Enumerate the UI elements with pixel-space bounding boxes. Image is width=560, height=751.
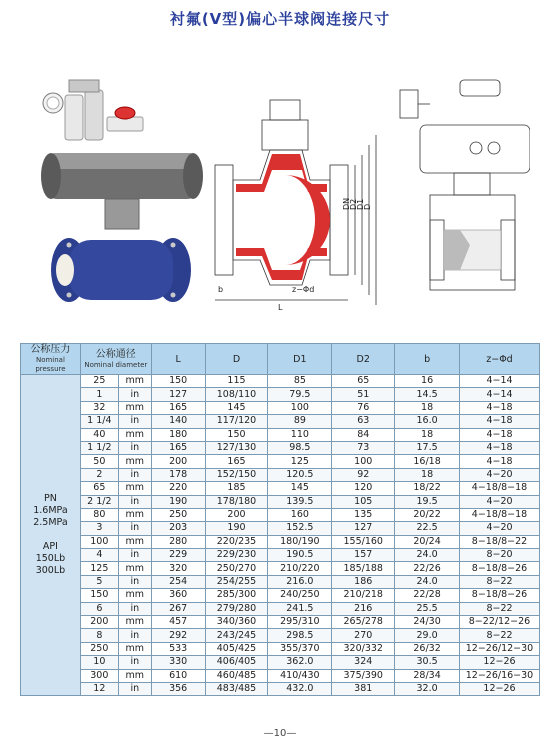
cell-d: 190 — [205, 522, 268, 535]
cell-size: 12 — [80, 682, 118, 695]
cell-d: 254/255 — [205, 575, 268, 588]
cell-l: 250 — [151, 508, 205, 521]
pressure-line: 1.6MPa — [33, 505, 68, 517]
cell-unit: in — [118, 495, 151, 508]
cell-b: 20/24 — [395, 535, 460, 548]
cell-d1: 125 — [268, 455, 332, 468]
cell-z: 12−26/16−30 — [459, 669, 539, 682]
cell-z: 4−20 — [459, 495, 539, 508]
cell-d1: 410/430 — [268, 669, 332, 682]
cell-unit: in — [118, 682, 151, 695]
cell-unit: mm — [118, 455, 151, 468]
cell-size: 65 — [80, 482, 118, 495]
cell-d: 405/425 — [205, 642, 268, 655]
cell-b: 28/34 — [395, 669, 460, 682]
cell-unit: mm — [118, 562, 151, 575]
valve-photo — [35, 55, 205, 325]
cell-l: 150 — [151, 375, 205, 388]
cell-size: 4 — [80, 549, 118, 562]
pressure-line: 300Lb — [35, 565, 66, 577]
cell-size: 50 — [80, 455, 118, 468]
table-row — [21, 482, 540, 495]
cell-d: 285/300 — [205, 589, 268, 602]
cell-b: 32.0 — [395, 682, 460, 695]
cell-d: 115 — [205, 375, 268, 388]
cell-z: 8−22 — [459, 575, 539, 588]
cell-unit: in — [118, 522, 151, 535]
cell-d: 152/150 — [205, 468, 268, 481]
label-l: L — [278, 303, 283, 310]
cell-size: 25 — [80, 375, 118, 388]
cell-unit: mm — [118, 642, 151, 655]
cell-size: 5 — [80, 575, 118, 588]
table-row — [21, 388, 540, 401]
label-d: D — [363, 203, 372, 210]
cell-z: 8−22 — [459, 629, 539, 642]
cell-l: 178 — [151, 468, 205, 481]
cell-z: 8−18/8−26 — [459, 562, 539, 575]
table-row — [21, 428, 540, 441]
cell-d2: 135 — [332, 508, 395, 521]
col-header-d: D — [205, 344, 268, 375]
page-title: 衬氟(V型)偏心半球阀连接尺寸 — [169, 10, 391, 28]
cell-z: 4−20 — [459, 468, 539, 481]
table-row — [21, 562, 540, 575]
cell-b: 18 — [395, 401, 460, 414]
cell-b: 17.5 — [395, 441, 460, 454]
table-row — [21, 468, 540, 481]
cell-d1: 210/220 — [268, 562, 332, 575]
cell-l: 267 — [151, 602, 205, 615]
cell-d2: 320/332 — [332, 642, 395, 655]
cell-size: 10 — [80, 656, 118, 669]
cell-b: 22.5 — [395, 522, 460, 535]
cell-d2: 324 — [332, 656, 395, 669]
cell-d1: 110 — [268, 428, 332, 441]
cell-d2: 76 — [332, 401, 395, 414]
cell-unit: mm — [118, 535, 151, 548]
cell-d2: 381 — [332, 682, 395, 695]
cell-d1: 190.5 — [268, 549, 332, 562]
cell-d2: 100 — [332, 455, 395, 468]
cell-d1: 98.5 — [268, 441, 332, 454]
cell-d1: 79.5 — [268, 388, 332, 401]
table-row — [21, 455, 540, 468]
cell-d1: 298.5 — [268, 629, 332, 642]
cell-unit: in — [118, 468, 151, 481]
cell-size: 150 — [80, 589, 118, 602]
col-header-l: L — [151, 344, 205, 375]
cell-z: 4−18 — [459, 455, 539, 468]
cell-l: 165 — [151, 441, 205, 454]
table-row — [21, 415, 540, 428]
cell-d: 108/110 — [205, 388, 268, 401]
cell-unit: in — [118, 602, 151, 615]
cell-l: 220 — [151, 482, 205, 495]
cell-d2: 65 — [332, 375, 395, 388]
pressure-line: PN — [44, 493, 57, 505]
cell-b: 22/26 — [395, 562, 460, 575]
cell-z: 4−18 — [459, 401, 539, 414]
cell-d1: 100 — [268, 401, 332, 414]
cell-size: 2 1/2 — [80, 495, 118, 508]
cell-size: 250 — [80, 642, 118, 655]
cell-d: 165 — [205, 455, 268, 468]
cell-b: 16/18 — [395, 455, 460, 468]
cell-b: 18/22 — [395, 482, 460, 495]
pressure-line: 2.5MPa — [33, 517, 68, 529]
table-row — [21, 642, 540, 655]
table-row — [21, 629, 540, 642]
cell-d: 220/235 — [205, 535, 268, 548]
cell-l: 292 — [151, 629, 205, 642]
cell-l: 457 — [151, 616, 205, 629]
cell-d2: 265/278 — [332, 616, 395, 629]
label-b: b — [218, 285, 224, 294]
col-header-z: z−Φd — [459, 344, 539, 375]
cell-unit: in — [118, 549, 151, 562]
cell-l: 533 — [151, 642, 205, 655]
cell-z: 8−18/8−22 — [459, 535, 539, 548]
cell-z: 12−26/12−30 — [459, 642, 539, 655]
table-row — [21, 575, 540, 588]
table-row — [21, 401, 540, 414]
cell-size: 1 1/2 — [80, 441, 118, 454]
table-header-row — [21, 344, 540, 375]
cell-d: 145 — [205, 401, 268, 414]
cell-l: 610 — [151, 669, 205, 682]
cell-z: 12−26 — [459, 682, 539, 695]
cell-l: 203 — [151, 522, 205, 535]
cell-size: 1 1/4 — [80, 415, 118, 428]
cell-size: 2 — [80, 468, 118, 481]
cell-b: 29.0 — [395, 629, 460, 642]
cell-b: 16.0 — [395, 415, 460, 428]
cell-unit: in — [118, 441, 151, 454]
cell-d1: 241.5 — [268, 602, 332, 615]
cell-unit: mm — [118, 428, 151, 441]
table-row — [21, 682, 540, 695]
cell-b: 18 — [395, 468, 460, 481]
cell-l: 330 — [151, 656, 205, 669]
cell-d1: 216.0 — [268, 575, 332, 588]
cell-unit: mm — [118, 669, 151, 682]
cell-l: 320 — [151, 562, 205, 575]
cell-d1: 240/250 — [268, 589, 332, 602]
cell-b: 24.0 — [395, 549, 460, 562]
cell-z: 4−14 — [459, 375, 539, 388]
cell-z: 4−18 — [459, 428, 539, 441]
table-row — [21, 508, 540, 521]
cell-l: 140 — [151, 415, 205, 428]
cell-size: 300 — [80, 669, 118, 682]
pressure-line: API — [42, 541, 58, 553]
label-dn: DN — [342, 197, 351, 210]
cell-z: 4−14 — [459, 388, 539, 401]
pressure-line — [21, 529, 80, 541]
cell-d1: 160 — [268, 508, 332, 521]
cell-d2: 84 — [332, 428, 395, 441]
table-row — [21, 602, 540, 615]
table-row — [21, 535, 540, 548]
table-row — [21, 589, 540, 602]
cell-d2: 375/390 — [332, 669, 395, 682]
cell-unit: mm — [118, 589, 151, 602]
cell-z: 4−20 — [459, 522, 539, 535]
section-drawing — [210, 80, 380, 310]
cell-size: 125 — [80, 562, 118, 575]
cell-d1: 295/310 — [268, 616, 332, 629]
cell-d: 150 — [205, 428, 268, 441]
cell-unit: in — [118, 575, 151, 588]
cell-d1: 139.5 — [268, 495, 332, 508]
cell-d2: 157 — [332, 549, 395, 562]
cell-b: 20/22 — [395, 508, 460, 521]
cell-b: 14.5 — [395, 388, 460, 401]
cell-d: 483/485 — [205, 682, 268, 695]
pressure-cell — [21, 375, 81, 696]
table-row — [21, 375, 540, 388]
assembly-drawing — [390, 50, 530, 310]
cell-d: 185 — [205, 482, 268, 495]
cell-unit: in — [118, 388, 151, 401]
cell-d: 460/485 — [205, 669, 268, 682]
col-header-diameter: 公称通径 Nominal diameter — [80, 344, 151, 375]
cell-d2: 92 — [332, 468, 395, 481]
cell-d1: 180/190 — [268, 535, 332, 548]
cell-z: 4−18 — [459, 441, 539, 454]
table-row — [21, 441, 540, 454]
cell-size: 6 — [80, 602, 118, 615]
label-d1: D1 — [356, 198, 365, 210]
cell-d: 279/280 — [205, 602, 268, 615]
cell-b: 22/28 — [395, 589, 460, 602]
cell-unit: in — [118, 629, 151, 642]
page-number: —10— — [263, 728, 297, 739]
cell-d2: 155/160 — [332, 535, 395, 548]
cell-d2: 210/218 — [332, 589, 395, 602]
cell-d: 127/130 — [205, 441, 268, 454]
cell-d2: 73 — [332, 441, 395, 454]
cell-d: 200 — [205, 508, 268, 521]
col-header-d1: D1 — [268, 344, 332, 375]
cell-d1: 89 — [268, 415, 332, 428]
cell-d: 243/245 — [205, 629, 268, 642]
cell-d1: 145 — [268, 482, 332, 495]
cell-d1: 432.0 — [268, 682, 332, 695]
cell-d2: 120 — [332, 482, 395, 495]
figures-area — [20, 40, 540, 330]
cell-d: 250/270 — [205, 562, 268, 575]
col-header-pressure: 公称压力 Nominal pressure — [21, 344, 81, 375]
cell-d: 340/360 — [205, 616, 268, 629]
table-row — [21, 669, 540, 682]
cell-b: 30.5 — [395, 656, 460, 669]
cell-d: 117/120 — [205, 415, 268, 428]
cell-d2: 51 — [332, 388, 395, 401]
cell-unit: mm — [118, 508, 151, 521]
table-row — [21, 549, 540, 562]
cell-b: 24/30 — [395, 616, 460, 629]
cell-d2: 270 — [332, 629, 395, 642]
cell-size: 200 — [80, 616, 118, 629]
cell-unit: in — [118, 415, 151, 428]
col-header-d2: D2 — [332, 344, 395, 375]
cell-unit: in — [118, 656, 151, 669]
dimension-table — [20, 343, 540, 696]
cell-l: 190 — [151, 495, 205, 508]
cell-d2: 185/188 — [332, 562, 395, 575]
label-z: z−Φd — [292, 285, 315, 294]
cell-d2: 216 — [332, 602, 395, 615]
table-row — [21, 522, 540, 535]
cell-size: 40 — [80, 428, 118, 441]
cell-z: 4−18 — [459, 415, 539, 428]
cell-d1: 152.5 — [268, 522, 332, 535]
cell-l: 180 — [151, 428, 205, 441]
cell-b: 16 — [395, 375, 460, 388]
cell-z: 4−18/8−18 — [459, 482, 539, 495]
cell-d: 178/180 — [205, 495, 268, 508]
cell-size: 1 — [80, 388, 118, 401]
cell-d1: 355/370 — [268, 642, 332, 655]
cell-z: 8−20 — [459, 549, 539, 562]
cell-l: 254 — [151, 575, 205, 588]
cell-l: 360 — [151, 589, 205, 602]
cell-d: 229/230 — [205, 549, 268, 562]
cell-unit: mm — [118, 616, 151, 629]
cell-b: 19.5 — [395, 495, 460, 508]
cell-b: 18 — [395, 428, 460, 441]
cell-size: 8 — [80, 629, 118, 642]
table-row — [21, 616, 540, 629]
cell-unit: mm — [118, 401, 151, 414]
table-row — [21, 495, 540, 508]
col-header-b: b — [395, 344, 460, 375]
cell-l: 200 — [151, 455, 205, 468]
cell-size: 32 — [80, 401, 118, 414]
cell-z: 8−22 — [459, 602, 539, 615]
cell-d1: 362.0 — [268, 656, 332, 669]
cell-b: 25.5 — [395, 602, 460, 615]
cell-d1: 120.5 — [268, 468, 332, 481]
cell-size: 100 — [80, 535, 118, 548]
cell-z: 4−18/8−18 — [459, 508, 539, 521]
cell-size: 80 — [80, 508, 118, 521]
cell-l: 127 — [151, 388, 205, 401]
cell-d2: 127 — [332, 522, 395, 535]
cell-d2: 186 — [332, 575, 395, 588]
cell-d: 406/405 — [205, 656, 268, 669]
cell-d1: 85 — [268, 375, 332, 388]
cell-b: 26/32 — [395, 642, 460, 655]
label-d2: D2 — [349, 198, 358, 210]
cell-d2: 105 — [332, 495, 395, 508]
cell-l: 280 — [151, 535, 205, 548]
pressure-line: 150Lb — [35, 553, 66, 565]
cell-l: 356 — [151, 682, 205, 695]
cell-z: 12−26 — [459, 656, 539, 669]
cell-unit: mm — [118, 482, 151, 495]
cell-unit: mm — [118, 375, 151, 388]
cell-size: 3 — [80, 522, 118, 535]
cell-z: 8−22/12−26 — [459, 616, 539, 629]
table-row — [21, 656, 540, 669]
cell-l: 165 — [151, 401, 205, 414]
cell-d2: 63 — [332, 415, 395, 428]
cell-l: 229 — [151, 549, 205, 562]
cell-b: 24.0 — [395, 575, 460, 588]
cell-z: 8−18/8−26 — [459, 589, 539, 602]
